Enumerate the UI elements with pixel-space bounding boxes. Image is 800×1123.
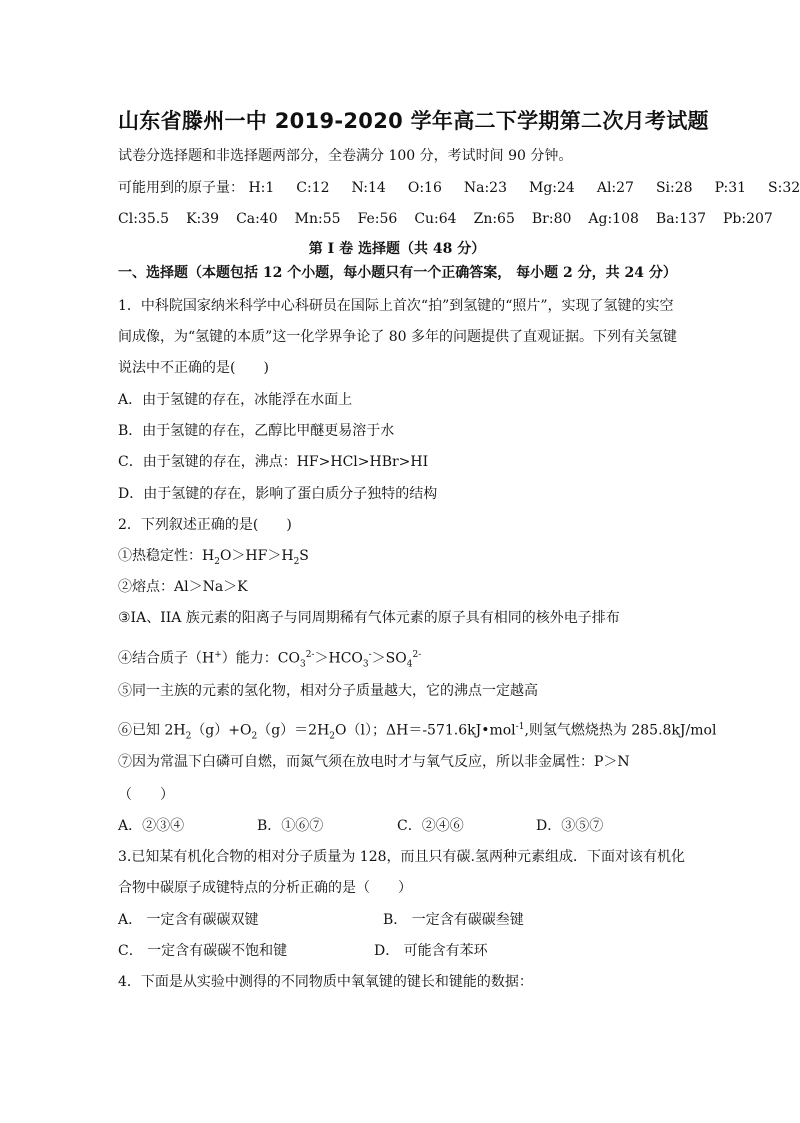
atomic-mass-item: Ag:108 bbox=[588, 211, 639, 227]
atomic-mass-row-2 bbox=[118, 210, 773, 228]
atomic-mass-item: Na:23 bbox=[463, 180, 507, 196]
q1-option-d: D．由于氢键的存在，影响了蛋白质分子独特的结构 bbox=[118, 486, 438, 502]
q2-statement-6: ⑥已知 $2H_2(g)+O_2(g)=2H_2O(l)$；ΔH＝-571.6kJ•mol$^{-1}$,则氢气燃烧热为 285.8kJ/mol bbox=[118, 722, 717, 742]
q2-statement-3: ③IA、IIA 族元素的阳离子与同周期稀有气体元素的原子具有相同的核外电子排布 bbox=[118, 610, 620, 626]
q2-statement-4: ④结合质子（H+）能力：$CO_3^{2-}>HCO_3^->SO_4^{2-}$ bbox=[118, 650, 422, 670]
section-title: 第 I 卷 选择题（共 48 分） bbox=[308, 241, 486, 257]
atomic-mass-item: Fe:56 bbox=[357, 211, 398, 227]
atomic-mass-item: Ca:40 bbox=[236, 211, 278, 227]
atomic-mass-item: Zn:65 bbox=[473, 211, 515, 227]
q3-option-d: D． 可能含有苯环 bbox=[374, 943, 488, 959]
atomic-mass-item: Cl:35.5 bbox=[118, 211, 170, 227]
atomic-mass-item: Al:27 bbox=[596, 180, 634, 196]
q2-statement-7: ⑦因为常温下白磷可自燃，而氮气须在放电时才与氧气反应，所以非金属性：P＞N bbox=[118, 754, 630, 770]
q2-option-a: A．②③④ bbox=[118, 818, 185, 834]
q1-stem-line-3: 说法中不正确的是( ) bbox=[118, 360, 269, 376]
q2-option-d: D．③⑤⑦ bbox=[536, 818, 604, 834]
atomic-mass-item: Br:80 bbox=[531, 211, 572, 227]
q2-statement-5: ⑤同一主族的元素的氢化物，相对分子质量越大，它的沸点一定越高 bbox=[118, 683, 538, 699]
atomic-mass-item: O:16 bbox=[407, 180, 442, 196]
atomic-mass-row-1 bbox=[118, 179, 800, 197]
atomic-mass-item: Cu:64 bbox=[414, 211, 457, 227]
q2-statement-2: ②熔点：Al＞Na＞K bbox=[118, 579, 248, 595]
q2-statement-1: ①热稳定性：$H_2O>HF>H_2S$ bbox=[118, 548, 309, 567]
q1-option-c: C．由于氢键的存在，沸点：HF>HCl>HBr>HI bbox=[118, 454, 429, 470]
atomic-mass-item: Pb:207 bbox=[722, 211, 773, 227]
q1-stem-line-2: 间成像，为“氢键的本质”这一化学界争论了 80 多年的问题提供了直观证据。下列有关氢键 bbox=[118, 329, 678, 345]
atomic-mass-item: S:32 bbox=[768, 180, 800, 196]
atomic-mass-item: Mn:55 bbox=[294, 211, 341, 227]
page-title: 山东省滕州一中 2019-2020 学年高二下学期第二次月考试题 bbox=[118, 109, 709, 133]
q1-option-b: B．由于氢键的存在，乙醇比甲醚更易溶于水 bbox=[118, 423, 395, 439]
q1-stem-line-1: 1．中科院国家纳米科学中心科研员在国际上首次“拍”到氢键的“照片”，实现了氢键的实空 bbox=[118, 298, 674, 314]
q2-option-b: B．①⑥⑦ bbox=[257, 818, 324, 834]
q3-option-a: A． 一定含有碳碳双键 bbox=[118, 912, 259, 928]
q2-answer-paren: （ ） bbox=[118, 787, 174, 803]
q4-stem-line-1: 4．下面是从实验中测得的不同物质中氧氧键的键长和键能的数据： bbox=[118, 974, 533, 990]
atomic-mass-item: C:12 bbox=[296, 180, 330, 196]
q3-option-c: C． 一定含有碳碳不饱和键 bbox=[118, 943, 288, 959]
q3-option-b: B． 一定含有碳碳叁键 bbox=[383, 912, 524, 928]
atomic-mass-item: K:39 bbox=[186, 211, 220, 227]
atomic-mass-item: P:31 bbox=[714, 180, 747, 196]
atomic-mass-label: 可能用到的原子量： bbox=[118, 180, 244, 196]
atomic-mass-item: Mg:24 bbox=[529, 180, 575, 196]
q2-option-c: C．②④⑥ bbox=[397, 818, 464, 834]
atomic-mass-item: H:1 bbox=[248, 180, 275, 196]
atomic-mass-item: Ba:137 bbox=[655, 211, 706, 227]
q2-stem: 2．下列叙述正确的是( ) bbox=[118, 517, 292, 533]
exam-intro: 试卷分选择题和非选择题两部分，全卷满分 100 分，考试时间 90 分钟。 bbox=[118, 148, 573, 164]
atomic-mass-item: N:14 bbox=[351, 180, 386, 196]
q3-stem-line-1: 3.已知某有机化合物的相对分子质量为 128，而且只有碳.氢两种元素组成．下面对该有机化 bbox=[118, 849, 685, 865]
part-title: 一、选择题（本题包括 12 个小题，每小题只有一个正确答案， 每小题 2 分，共 24 分） bbox=[118, 265, 677, 281]
q3-stem-line-2: 合物中碳原子成键特点的分析正确的是（ ） bbox=[118, 880, 412, 896]
q1-option-a: A．由于氢键的存在，冰能浮在水面上 bbox=[118, 392, 353, 408]
atomic-mass-item: Si:28 bbox=[655, 180, 693, 196]
